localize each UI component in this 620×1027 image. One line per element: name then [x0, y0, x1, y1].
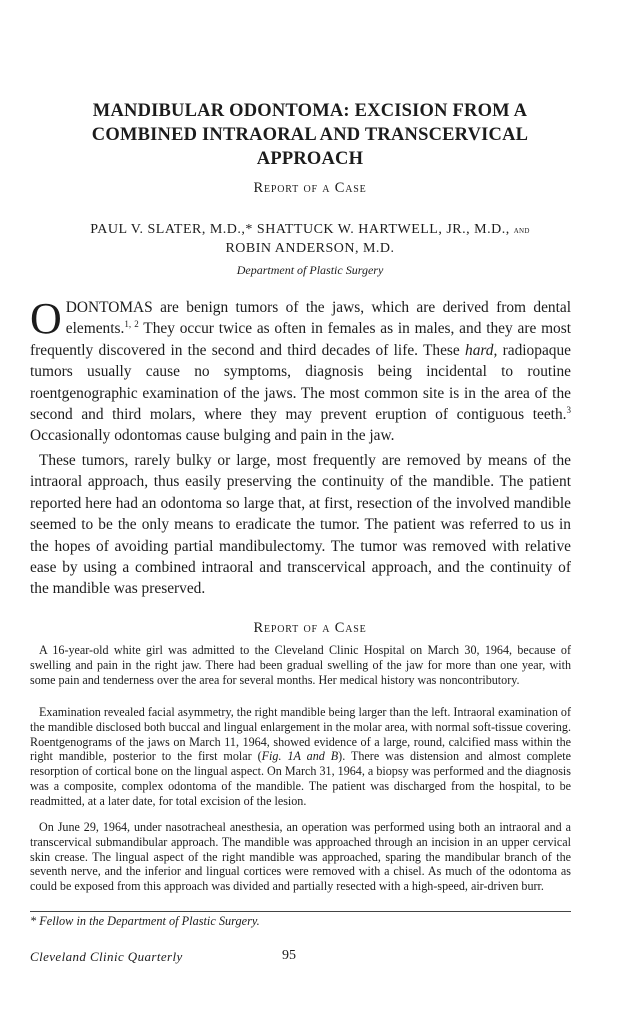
author-list: [0, 221, 620, 258]
journal-name: Cleveland Clinic Quarterly: [30, 949, 183, 964]
article-title: [30, 99, 590, 171]
case-paragraph: A 16-year-old white girl was admitted to the Cleveland Clinic Hospital on March 30, 1964, because of swelling and pain in the right jaw. There had been gradual swelling of the jaw for more than one year, with some pain and tenderness over the area for several months. Her medical history was noncontributory.: [30, 643, 571, 687]
intro-text: Occasionally odontomas cause bulging and pain in the jaw.: [30, 427, 395, 445]
drop-cap: O: [30, 294, 62, 343]
department: Department of Plastic Surgery: [236, 263, 384, 277]
intro-text: DONTOMAS are benign tumors of the jaws, which are derived from dental elements.: [65, 299, 571, 338]
intro-paragraph: [30, 294, 572, 447]
author-names: PAUL V. SLATER, M.D.,* SHATTUCK W. HARTWELL, JR., M.D.,: [90, 222, 510, 237]
footnote-divider: [30, 911, 571, 912]
title-line: MANDIBULAR ODONTOMA: EXCISION FROM A: [92, 101, 528, 121]
title-line: APPROACH: [256, 149, 364, 169]
case-paragraph: On June 29, 1964, under nasotracheal anesthesia, an operation was performed using both an intraoral and a transcervical submandibular approach. The mandible was approached through an incision in an upper cervical skin crease. The lingual aspect of the right mandible was approached, sparing the mandibular branch of the seventh nerve, and the inferior and lingual cortices were removed with a chisel. As much of the odontoma as could be exposed from this approach was divided and partially resected with a high-speed, air-driven burr.: [30, 820, 571, 893]
author-conjunction: and: [513, 225, 530, 236]
intro-paragraph: These tumors, rarely bulky or large, most frequently are removed by means of the intraoral approach, thus easily preserving the continuity of the mandible. The patient reported here had an odontoma so large that, at first, resection of the involved mandible seemed to be the only means to eradicate the tumor. The patient was referred to us in the hopes of avoiding partial mandibulectomy. The tumor was removed with relative ease by using a combined intraoral and transcervical approach, and the continuity of the mandible was preserved.: [30, 452, 571, 598]
case-text: Examination revealed facial asymmetry, the right mandible being larger than the left. Intraoral examination of the mandible disclosed both buccal and lingual enlargement in the molar area, with normal soft-tissue covering. Roentgenograms of the jaws on March 11, 1964, showed evidence of a large, round, calcified mass within the right mandible, posterior to the first molar (: [30, 705, 571, 764]
author-line: [0, 221, 620, 240]
report-heading: Report of a Case: [253, 180, 367, 196]
case-paragraph: [30, 705, 571, 808]
intro-text: They occur twice as often in females as in males, and they are most frequently discovered in the second and third decades of life. These: [30, 320, 572, 359]
reference-marker: 1, 2: [124, 319, 139, 330]
title-line: COMBINED INTRAORAL AND TRANSCERVICAL: [91, 125, 529, 145]
emphasis-text: hard,: [465, 341, 498, 359]
case-text: ). There was distension and almost complete resorption of cortical bone on the lingual aspect. On March 31, 1964, a biopsy was performed and the diagnosis was a composite, complex odontoma of the mandible. The patient was discharged from the hospital, to be readmitted, at a later date, for total excision of the lesion.: [30, 749, 571, 808]
footnote: * Fellow in the Department of Plastic Surgery.: [30, 914, 260, 928]
report-heading: Report of a Case: [253, 620, 367, 636]
reference-marker: 3: [566, 405, 571, 416]
figure-reference: Fig. 1A and B: [261, 749, 339, 764]
author-line: ROBIN ANDERSON, M.D.: [225, 241, 395, 256]
intro-text: radiopaque tumors usually cause no symptoms, diagnosis being incidental to routine roentgenographic examination of the jaws. The most common site is in the area of the second and third molars, where they may prevent eruption of contiguous teeth.: [30, 341, 571, 424]
page-number: 95: [282, 948, 296, 963]
